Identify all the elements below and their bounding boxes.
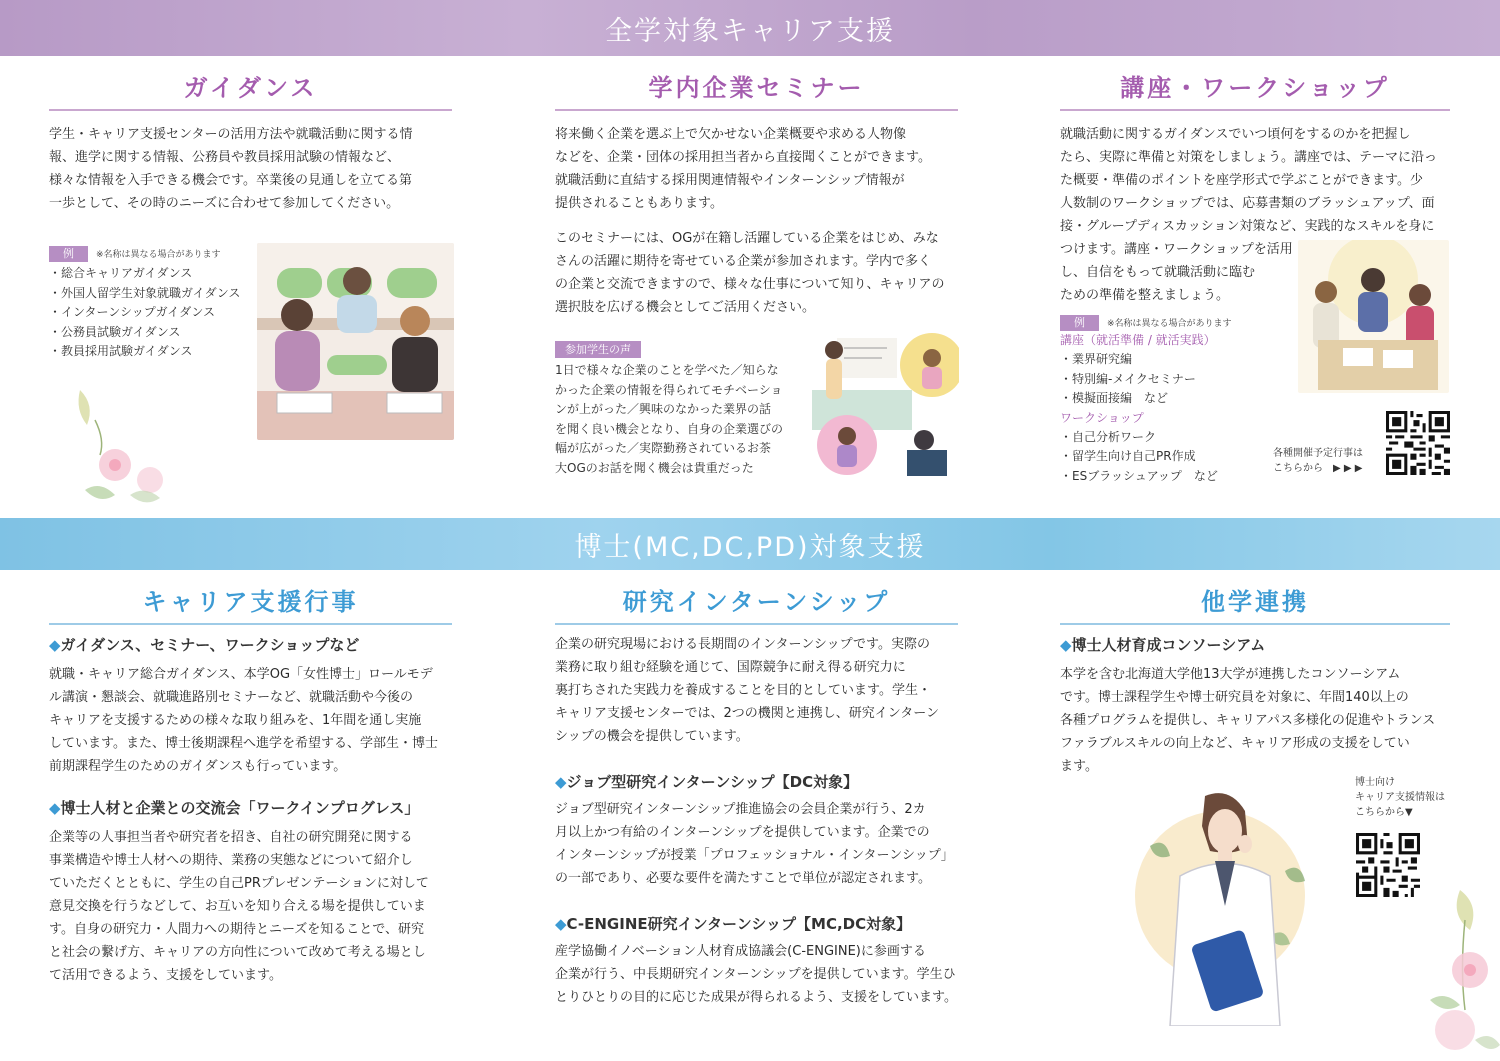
inter-university-title: 他学連携	[1060, 582, 1450, 625]
consortium-line: です。博士課程学生や博士研究員を対象に、年間140以上の	[1060, 690, 1409, 705]
list-item: ・公務員試験ガイダンス	[49, 324, 181, 339]
flower-decoration-right	[1420, 880, 1500, 1061]
guidance-description	[49, 123, 452, 215]
career-event-subheading-2	[49, 796, 452, 820]
career-event-title: キャリア支援行事	[49, 582, 452, 625]
guidance-example-list	[49, 264, 259, 362]
group-discussion-illustration	[1298, 240, 1449, 393]
diamond-icon: ◆	[555, 915, 567, 933]
career-event-section	[49, 582, 452, 987]
research-line: インターンシップが授業「プロフェッショナル・インターンシップ」	[555, 848, 954, 863]
qr-caption-line: 博士向け	[1355, 777, 1395, 788]
guidance-section	[49, 68, 452, 215]
subheading-text: ガイダンス、セミナー、ワークショップなど	[60, 636, 360, 654]
top-section-band	[0, 0, 1500, 56]
consortium-line: ます。	[1060, 759, 1098, 774]
seminar-line: の企業と交流できますので、様々な仕事について知り、キャリアの	[555, 277, 945, 292]
research-line: ジョブ型研究インターンシップ推進協会の会員企業が行う、2カ	[555, 802, 926, 817]
career-line: と社会の繋げ方、キャリアの方向性について改めて考える場とし	[49, 945, 426, 960]
research-line: シップの機会を提供しています。	[555, 729, 749, 744]
research-internship-description	[555, 633, 958, 748]
list-item: ・模擬面接編 など	[1060, 391, 1169, 405]
seminar-line: 就職活動に直結する採用関連情報やインターンシップ情報が	[555, 173, 905, 188]
qr-caption-arrow: こちらから▼	[1355, 807, 1413, 818]
career-line: ていただくとともに、学生の自己PRプレゼンテーションに対して	[49, 876, 429, 891]
consortium-line: 本学を含む北海道大学他13大学が連携したコンソーシアム	[1060, 667, 1401, 682]
research-line: 産学協働イノベーション人材育成協議会(C-ENGINE)に参画する	[555, 944, 926, 959]
research-internship-section	[555, 582, 958, 1009]
course-label: 講座（就活準備 / 就活実践）	[1060, 333, 1216, 347]
list-item: ・教員採用試験ガイダンス	[49, 344, 193, 358]
flower-icon	[65, 380, 175, 510]
research-line: 業務に取り組む経験を通じて、国際競争に耐え得る研究力に	[555, 660, 906, 675]
career-line: 就職・キャリア総合ガイダンス、本学OG「女性博士」ロールモデ	[49, 667, 433, 682]
research-line: 裏打ちされた実践力を養成することを目的としています。学生・	[555, 683, 931, 698]
seminar-line: などを、企業・団体の採用担当者から直接聞くことができます。	[555, 150, 931, 165]
qr-caption-line: キャリア支援情報は	[1355, 792, 1445, 803]
career-line: 事業構造や博士人材への期待、業務の実態などについて紹介し	[49, 853, 413, 868]
guidance-line: 学生・キャリア支援センターの活用方法や就職活動に関する情	[49, 127, 413, 142]
list-item: ・外国人留学生対象就職ガイダンス	[49, 285, 241, 300]
list-item: ・特別編-メイクセミナー	[1060, 371, 1196, 386]
event-schedule-qr-code[interactable]	[1386, 411, 1450, 475]
example-note: ※名称は異なる場合があります	[1107, 319, 1232, 329]
workshop-illustration	[1298, 240, 1449, 393]
list-item: ・留学生向け自己PR作成	[1060, 449, 1196, 463]
guidance-line: 報、進学に関する情報、公務員や教員採用試験の情報など、	[49, 150, 401, 165]
voice-line: かった企業の情報を得られてモチベーショ	[555, 382, 783, 397]
seminar-line: このセミナーには、OGが在籍し活躍している企業をはじめ、みな	[555, 231, 939, 246]
research-line: 月以上かつ有給のインターンシップを提供しています。企業での	[555, 825, 930, 840]
voice-line: ンが上がった／興味のなかった業界の話	[555, 402, 772, 416]
career-event-description-1	[49, 663, 452, 778]
career-line: ル講演・懇談会、就職進路別セミナーなど、就職活動や今後の	[49, 690, 414, 705]
guidance-title: ガイダンス	[49, 68, 452, 111]
workshop-line: 就職活動に関するガイダンスでいつ頃何をするのかを把握し	[1060, 127, 1411, 142]
seminar-title: 学内企業セミナー	[555, 68, 958, 111]
research-line: 企業の研究現場における長期間のインターンシップです。実際の	[555, 637, 930, 652]
subheading-text: 博士人材と企業との交流会「ワークインプログレス」	[60, 799, 420, 817]
voice-line: 1日で様々な企業のことを学べた／知らな	[555, 363, 779, 377]
voice-line: 幅が広がった／実際勤務されているお茶	[555, 441, 772, 455]
subheading-text: ジョブ型研究インターンシップ【DC対象】	[566, 773, 859, 791]
seminar-line: 将来働く企業を選ぶ上で欠かせない企業概要や求める人物像	[555, 127, 907, 142]
seminar-line: さんの活躍に期待を寄せている企業が参加されます。学内で多く	[555, 254, 931, 269]
career-line: 企業等の人事担当者や研究者を招き、自社の研究開発に関する	[49, 830, 413, 845]
workshop-title: 講座・ワークショップ	[1060, 68, 1450, 111]
bottom-section-title: 博士(MC,DC,PD)対象支援	[574, 531, 926, 563]
subheading-text: 博士人材育成コンソーシアム	[1071, 636, 1266, 654]
research-line: キャリア支援センターでは、2つの機関と連携し、研究インターン	[555, 706, 939, 721]
workshop-qr-caption	[1273, 446, 1388, 476]
consortium-line: 各種プログラムを提供し、キャリアパス多様化の促進やトランス	[1060, 713, 1436, 728]
research-internship-title: 研究インターンシップ	[555, 582, 958, 625]
student-voices	[555, 338, 805, 478]
career-event-description-2	[49, 826, 452, 987]
workshop-line: 接・グループディスカッション対策など、実践的なスキルを身に	[1060, 219, 1435, 234]
career-event-subheading-1	[49, 633, 452, 657]
voice-text	[555, 361, 805, 478]
diamond-icon: ◆	[555, 773, 567, 791]
subheading-text: C-ENGINE研究インターンシップ【MC,DC対象】	[566, 915, 912, 933]
example-note: ※名称は異なる場合があります	[96, 250, 221, 260]
voice-line: 大OGのお話を聞く機会は貴重だった	[555, 460, 754, 475]
career-line: しています。また、博士後期課程へ進学を希望する、学部生・博士	[49, 736, 438, 751]
diamond-icon: ◆	[1060, 636, 1072, 654]
guidance-line: 一歩として、その時のニーズに合わせて参加してください。	[49, 196, 400, 211]
qr-code-icon	[1386, 411, 1450, 475]
workshop-examples	[1060, 311, 1280, 486]
qr-caption-arrow: こちらから ▶ ▶ ▶	[1273, 463, 1363, 474]
c-engine-internship-description	[555, 940, 958, 1009]
list-item: ・インターンシップガイダンス	[49, 305, 216, 319]
workshop-list	[1060, 428, 1280, 487]
diamond-icon: ◆	[49, 799, 61, 817]
consortium-line: ファラブルスキルの向上など、キャリア形成の支援をしてい	[1060, 736, 1410, 751]
diamond-icon: ◆	[49, 636, 61, 654]
seminar-description-1	[555, 123, 958, 215]
workshop-line: たら、実際に準備と対策をしましょう。講座では、テーマに沿っ	[1060, 150, 1438, 165]
research-line: 企業が行う、中長期研究インターンシップを提供しています。学生ひ	[555, 967, 956, 982]
female-researcher-illustration	[1110, 786, 1340, 1026]
qr-caption-line: 各種開催予定行事は	[1273, 448, 1363, 459]
seminar-illustration	[812, 330, 959, 476]
career-line: 意見交換を行うなどして、お互いを知り合える場を提供していま	[49, 899, 426, 914]
list-item: ・ESブラッシュアップ など	[1060, 468, 1218, 483]
seminar-line: 選択肢を広げる機会としてご活用ください。	[555, 300, 816, 315]
guidance-illustration	[257, 243, 454, 440]
workshop-line: し、自信をもって就職活動に臨む	[1060, 265, 1256, 280]
consortium-qr-caption	[1355, 775, 1455, 820]
example-tag: 例	[1060, 315, 1099, 331]
course-list	[1060, 350, 1280, 409]
doctoral-career-qr-code[interactable]	[1356, 833, 1420, 897]
career-line: て活用できるよう、支援をしています。	[49, 968, 282, 983]
consortium-description	[1060, 663, 1450, 778]
researcher-illustration	[1110, 786, 1340, 1026]
list-item: ・自己分析ワーク	[1060, 429, 1157, 444]
seminar-line: 提供されることもあります。	[555, 196, 723, 211]
flower-icon	[1420, 880, 1500, 1061]
presentation-illustration	[812, 330, 959, 476]
guidance-examples	[49, 242, 259, 362]
top-section-title: 全学対象キャリア支援	[605, 15, 895, 47]
bottom-section-band	[0, 518, 1500, 570]
research-line: とりひとりの目的に応じた成果が得られるよう、支援をしています。	[555, 990, 957, 1005]
career-line: 前期課程学生のためのガイダンスも行っています。	[49, 759, 347, 774]
students-studying-illustration	[257, 243, 454, 440]
c-engine-internship-subheading	[555, 912, 958, 936]
qr-code-icon	[1356, 833, 1420, 897]
inter-university-section	[1060, 582, 1450, 778]
guidance-line: 様々な情報を入手できる機会です。卒業後の見通しを立てる第	[49, 173, 412, 188]
workshop-label: ワークショップ	[1060, 410, 1144, 425]
job-type-internship-description	[555, 798, 958, 890]
seminar-section	[555, 68, 958, 319]
flower-decoration-left	[65, 380, 175, 510]
seminar-description-2	[555, 227, 958, 319]
workshop-line: た概要・準備のポイントを座学形式で学ぶことができます。少	[1060, 173, 1423, 188]
career-line: キャリアを支援するための様々な取り組みを、1年間を通し実施	[49, 713, 422, 728]
research-line: の一部であり、必要な要件を満たすことで単位が認定されます。	[555, 871, 931, 886]
career-line: す。自身の研究力・人間力への期待とニーズを知ることで、研究	[49, 922, 425, 937]
consortium-subheading	[1060, 633, 1450, 657]
workshop-line: つけます。講座・ワークショップを活用	[1060, 242, 1293, 257]
workshop-line: 人数制のワークショップでは、応募書類のブラッシュアップ、面	[1060, 196, 1435, 211]
example-tag: 例	[49, 246, 88, 262]
job-type-internship-subheading	[555, 770, 958, 794]
workshop-line: ための準備を整えましょう。	[1060, 288, 1230, 303]
voice-tag: 参加学生の声	[555, 341, 641, 358]
list-item: ・総合キャリアガイダンス	[49, 266, 193, 280]
list-item: ・業界研究編	[1060, 352, 1133, 366]
voice-line: を聞く良い機会となり、自身の企業選びの	[555, 421, 784, 436]
